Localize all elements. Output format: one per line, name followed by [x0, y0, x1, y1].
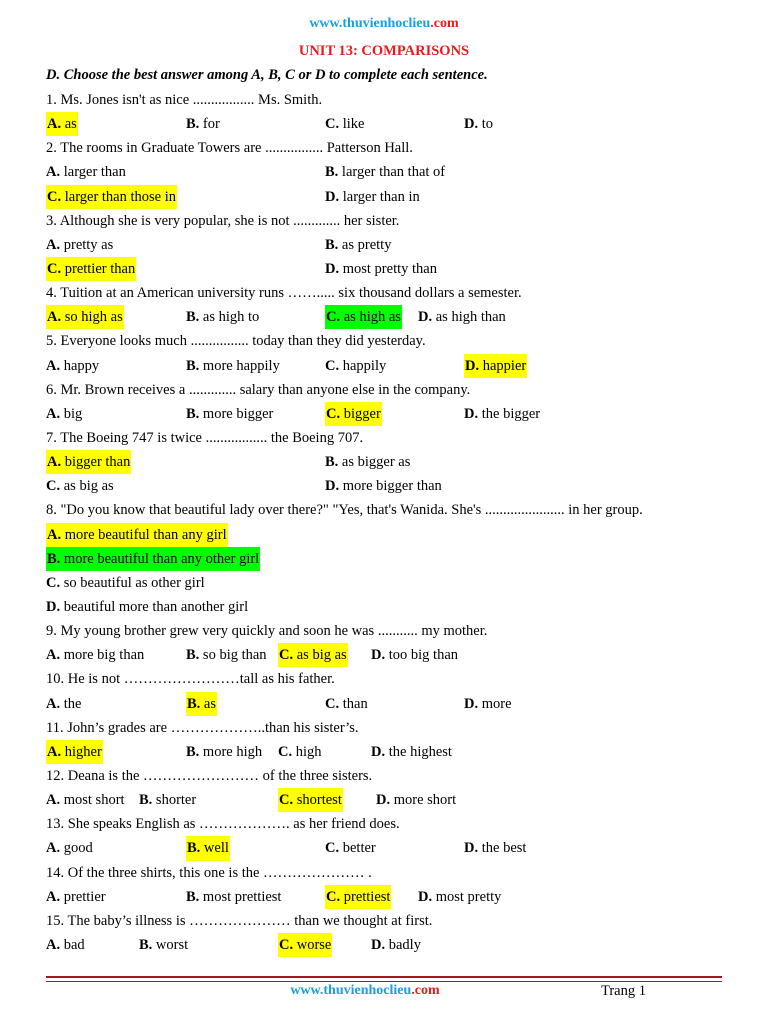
question-text: 9. My young brother grew very quickly and soon he was ........... my mother.	[46, 623, 488, 640]
option-text: more high	[202, 743, 263, 760]
question-text: 7. The Boeing 747 is twice ................. the Boeing 707.	[46, 429, 364, 446]
answer-option[interactable]	[46, 474, 114, 498]
option-text: prettiest	[343, 888, 391, 905]
option-letter: A.	[46, 695, 61, 712]
options-row	[46, 402, 726, 426]
option-letter: D.	[371, 647, 386, 664]
option-text: high	[295, 743, 322, 760]
option-text: the highest	[388, 743, 452, 760]
footer-site-tld: .com	[411, 983, 440, 998]
option-text: more short	[393, 792, 457, 809]
question-text: 15. The baby’s illness is ………………… than we thought at first.	[46, 912, 433, 929]
answer-option[interactable]	[46, 740, 103, 764]
answer-option[interactable]	[186, 643, 267, 667]
answer-option[interactable]	[186, 740, 262, 764]
option-letter: B.	[186, 116, 200, 133]
option-letter: C.	[278, 743, 293, 760]
answer-option[interactable]	[325, 160, 445, 184]
question-text: 10. He is not ……………………tall as his father.	[46, 671, 335, 688]
answer-option[interactable]	[46, 112, 78, 136]
option-text: happy	[63, 357, 100, 374]
option-letter: D.	[464, 695, 479, 712]
option-text: as high to	[202, 309, 260, 326]
option-letter: A.	[46, 357, 61, 374]
answer-option[interactable]	[418, 885, 501, 909]
option-letter: B.	[186, 743, 200, 760]
question-text: 5. Everyone looks much ................ today than they did yesterday.	[46, 333, 426, 350]
option-letter: D.	[46, 598, 61, 615]
option-text: the bigger	[481, 405, 541, 422]
option-letter: A.	[47, 526, 62, 543]
option-letter: D.	[465, 357, 480, 374]
option-letter: B.	[325, 164, 339, 181]
options-row	[46, 740, 726, 764]
options-row	[46, 595, 726, 619]
option-letter: A.	[47, 309, 62, 326]
answer-option[interactable]	[278, 933, 332, 957]
question-text: 4. Tuition at an American university runs ……..... six thousand dollars a semester.	[46, 285, 522, 302]
option-letter: B.	[139, 936, 153, 953]
answer-option[interactable]	[371, 643, 458, 667]
options-row	[46, 692, 726, 716]
answer-option[interactable]	[46, 450, 131, 474]
option-text: larger than in	[342, 188, 420, 205]
answer-option[interactable]	[46, 547, 260, 571]
option-letter: A.	[46, 236, 61, 253]
option-text: most pretty	[435, 888, 502, 905]
option-letter: C.	[326, 405, 341, 422]
option-text: as high as	[343, 309, 401, 326]
option-letter: B.	[186, 405, 200, 422]
options-row	[46, 450, 726, 474]
option-letter: D.	[464, 405, 479, 422]
option-letter: C.	[46, 478, 61, 495]
options-row	[46, 160, 726, 184]
option-letter: D.	[418, 888, 433, 905]
option-text: than	[342, 695, 368, 712]
option-text: the	[63, 695, 82, 712]
question-text: 12. Deana is the …………………… of the three sisters.	[46, 767, 373, 784]
question-list	[46, 88, 726, 957]
option-text: most pretty than	[342, 260, 437, 277]
answer-option[interactable]	[325, 233, 391, 257]
answer-option[interactable]	[325, 305, 402, 329]
option-text: pretty as	[63, 236, 114, 253]
option-letter: B.	[187, 695, 201, 712]
answer-option[interactable]	[325, 474, 442, 498]
option-text: larger than those in	[64, 188, 177, 205]
question-text: 11. John’s grades are ………………..than his sister’s.	[46, 719, 359, 736]
answer-option[interactable]	[46, 523, 228, 547]
answer-option[interactable]	[464, 692, 512, 716]
option-text: more happily	[202, 357, 280, 374]
option-letter: D.	[371, 743, 386, 760]
option-letter: C.	[325, 116, 340, 133]
answer-option[interactable]	[46, 571, 205, 595]
page-number: Trang 1	[601, 983, 646, 999]
site-name: www.thuvienhoclieu	[309, 16, 431, 31]
question-text: 8. "Do you know that beautiful lady over there?" "Yes, that's Wanida. She's ...................... in her group.	[46, 502, 643, 519]
question-text: 6. Mr. Brown receives a ............. salary than anyone else in the company.	[46, 381, 471, 398]
answer-option[interactable]	[325, 185, 420, 209]
answer-option[interactable]	[46, 185, 177, 209]
answer-option[interactable]	[46, 233, 113, 257]
option-letter: B.	[187, 840, 201, 857]
option-text: worse	[296, 936, 332, 953]
option-text: beautiful more than another girl	[63, 598, 249, 615]
option-letter: C.	[325, 695, 340, 712]
option-letter: B.	[186, 647, 200, 664]
answer-option[interactable]	[325, 402, 382, 426]
answer-option[interactable]	[186, 112, 220, 136]
option-text: more bigger	[202, 405, 274, 422]
question-text: 1. Ms. Jones isn't as nice ................. Ms. Smith.	[46, 92, 323, 108]
option-text: more beautiful than any other girl	[63, 550, 260, 567]
answer-option[interactable]	[464, 836, 526, 860]
option-letter: A.	[46, 936, 61, 953]
answer-option[interactable]	[371, 740, 452, 764]
option-text: most short	[63, 792, 125, 809]
option-letter: D.	[371, 936, 386, 953]
unit-title: UNIT 13: COMPARISONS	[298, 43, 470, 59]
option-letter: C.	[279, 647, 294, 664]
answer-option[interactable]	[325, 692, 368, 716]
option-text: well	[203, 840, 229, 857]
option-text: bigger than	[64, 454, 131, 471]
option-text: prettier	[63, 888, 106, 905]
answer-option[interactable]	[376, 788, 456, 812]
option-text: larger than that of	[341, 164, 446, 181]
answer-option[interactable]	[325, 885, 391, 909]
option-text: too big than	[388, 647, 459, 664]
instruction: D. Choose the best answer among A, B, C or D to complete each sentence.	[46, 67, 488, 83]
options-row	[46, 788, 726, 812]
option-letter: C.	[47, 188, 62, 205]
options-row	[46, 523, 726, 547]
answer-option[interactable]	[278, 788, 343, 812]
answer-option[interactable]	[325, 354, 386, 378]
option-letter: D.	[464, 116, 479, 133]
option-letter: C.	[279, 936, 294, 953]
option-text: badly	[388, 936, 421, 953]
option-text: so high as	[64, 309, 123, 326]
answer-option[interactable]	[46, 692, 81, 716]
option-text: happily	[342, 357, 387, 374]
option-letter: D.	[325, 260, 340, 277]
option-letter: A.	[46, 792, 61, 809]
answer-option[interactable]	[46, 354, 99, 378]
option-letter: C.	[325, 357, 340, 374]
option-text: higher	[64, 743, 102, 760]
option-text: worst	[155, 936, 189, 953]
option-letter: D.	[325, 478, 340, 495]
site-header	[0, 16, 768, 32]
answer-option[interactable]	[46, 643, 144, 667]
option-letter: C.	[326, 309, 341, 326]
option-text: for	[202, 116, 220, 133]
options-row	[46, 112, 726, 136]
option-text: as pretty	[341, 236, 392, 253]
option-text: as big as	[63, 478, 114, 495]
option-letter: A.	[47, 116, 62, 133]
options-row	[46, 474, 726, 498]
option-text: to	[481, 116, 494, 133]
option-text: shortest	[296, 792, 342, 809]
answer-option[interactable]	[186, 354, 280, 378]
question-text: 14. Of the three shirts, this one is the ………………… .	[46, 864, 372, 881]
option-text: the best	[481, 840, 527, 857]
option-text: so big than	[202, 647, 267, 664]
option-letter: B.	[325, 454, 339, 471]
answer-option[interactable]	[46, 885, 106, 909]
option-letter: A.	[47, 743, 62, 760]
option-text: bad	[63, 936, 85, 953]
option-text: shorter	[155, 792, 197, 809]
answer-option[interactable]	[325, 257, 437, 281]
options-row	[46, 185, 726, 209]
question-text: 3. Although she is very popular, she is not ............. her sister.	[46, 212, 400, 229]
option-letter: D.	[418, 309, 433, 326]
answer-option[interactable]	[464, 354, 527, 378]
option-letter: B.	[186, 888, 200, 905]
option-text: as bigger as	[341, 454, 411, 471]
option-letter: D.	[325, 188, 340, 205]
option-letter: C.	[47, 260, 62, 277]
answer-option[interactable]	[186, 402, 273, 426]
options-row	[46, 885, 726, 909]
option-text: as	[64, 116, 77, 133]
answer-option[interactable]	[46, 257, 136, 281]
answer-option[interactable]	[325, 450, 410, 474]
option-text: as	[203, 695, 217, 712]
answer-option[interactable]	[186, 836, 230, 860]
option-letter: B.	[186, 309, 200, 326]
option-letter: C.	[46, 574, 61, 591]
answer-option[interactable]	[325, 836, 376, 860]
answer-option[interactable]	[46, 933, 85, 957]
question-text: 13. She speaks English as ………………. as her friend does.	[46, 816, 400, 833]
answer-option[interactable]	[186, 305, 259, 329]
answer-option[interactable]	[464, 402, 540, 426]
option-text: more beautiful than any girl	[64, 526, 227, 543]
answer-option[interactable]	[371, 933, 421, 957]
site-tld: .com	[430, 16, 459, 31]
option-letter: C.	[326, 888, 341, 905]
option-letter: A.	[46, 888, 61, 905]
option-text: as big as	[296, 647, 347, 664]
option-letter: B.	[325, 236, 339, 253]
options-row	[46, 547, 726, 571]
option-text: larger than	[63, 164, 126, 181]
answer-option[interactable]	[46, 595, 248, 619]
question-text: 2. The rooms in Graduate Towers are ................ Patterson Hall.	[46, 140, 413, 157]
footer-divider	[46, 976, 722, 982]
option-letter: C.	[279, 792, 294, 809]
answer-option[interactable]	[464, 112, 493, 136]
footer-site-name: www.thuvienhoclieu	[290, 983, 412, 998]
option-text: so beautiful as other girl	[63, 574, 205, 591]
options-row	[46, 233, 726, 257]
option-text: as high than	[435, 309, 506, 326]
option-text: most prettiest	[202, 888, 282, 905]
option-letter: A.	[46, 840, 61, 857]
option-letter: A.	[47, 454, 62, 471]
option-letter: B.	[139, 792, 153, 809]
answer-option[interactable]	[278, 740, 322, 764]
answer-option[interactable]	[418, 305, 506, 329]
answer-option[interactable]	[278, 643, 348, 667]
option-letter: D.	[376, 792, 391, 809]
options-row	[46, 305, 726, 329]
answer-option[interactable]	[46, 402, 82, 426]
option-text: prettier than	[64, 260, 136, 277]
option-letter: C.	[325, 840, 340, 857]
options-row	[46, 933, 726, 957]
answer-option[interactable]	[139, 933, 188, 957]
option-text: better	[342, 840, 376, 857]
options-row	[46, 257, 726, 281]
option-text: more bigger than	[342, 478, 442, 495]
option-text: big	[63, 405, 83, 422]
option-text: more	[481, 695, 512, 712]
answer-option[interactable]	[186, 692, 217, 716]
option-letter: B.	[186, 357, 200, 374]
option-text: happier	[482, 357, 527, 374]
option-text: more big than	[63, 647, 145, 664]
option-letter: A.	[46, 647, 61, 664]
answer-option[interactable]	[46, 305, 124, 329]
option-letter: D.	[464, 840, 479, 857]
option-letter: B.	[47, 550, 61, 567]
options-row	[46, 643, 726, 667]
options-row	[46, 354, 726, 378]
answer-option[interactable]	[46, 788, 125, 812]
option-letter: A.	[46, 164, 61, 181]
option-letter: A.	[46, 405, 61, 422]
answer-option[interactable]	[46, 160, 126, 184]
options-row	[46, 571, 726, 595]
answer-option[interactable]	[325, 112, 364, 136]
options-row	[46, 836, 726, 860]
option-text: like	[342, 116, 365, 133]
option-text: bigger	[343, 405, 381, 422]
answer-option[interactable]	[139, 788, 196, 812]
answer-option[interactable]	[46, 836, 93, 860]
option-text: good	[63, 840, 93, 857]
answer-option[interactable]	[186, 885, 281, 909]
